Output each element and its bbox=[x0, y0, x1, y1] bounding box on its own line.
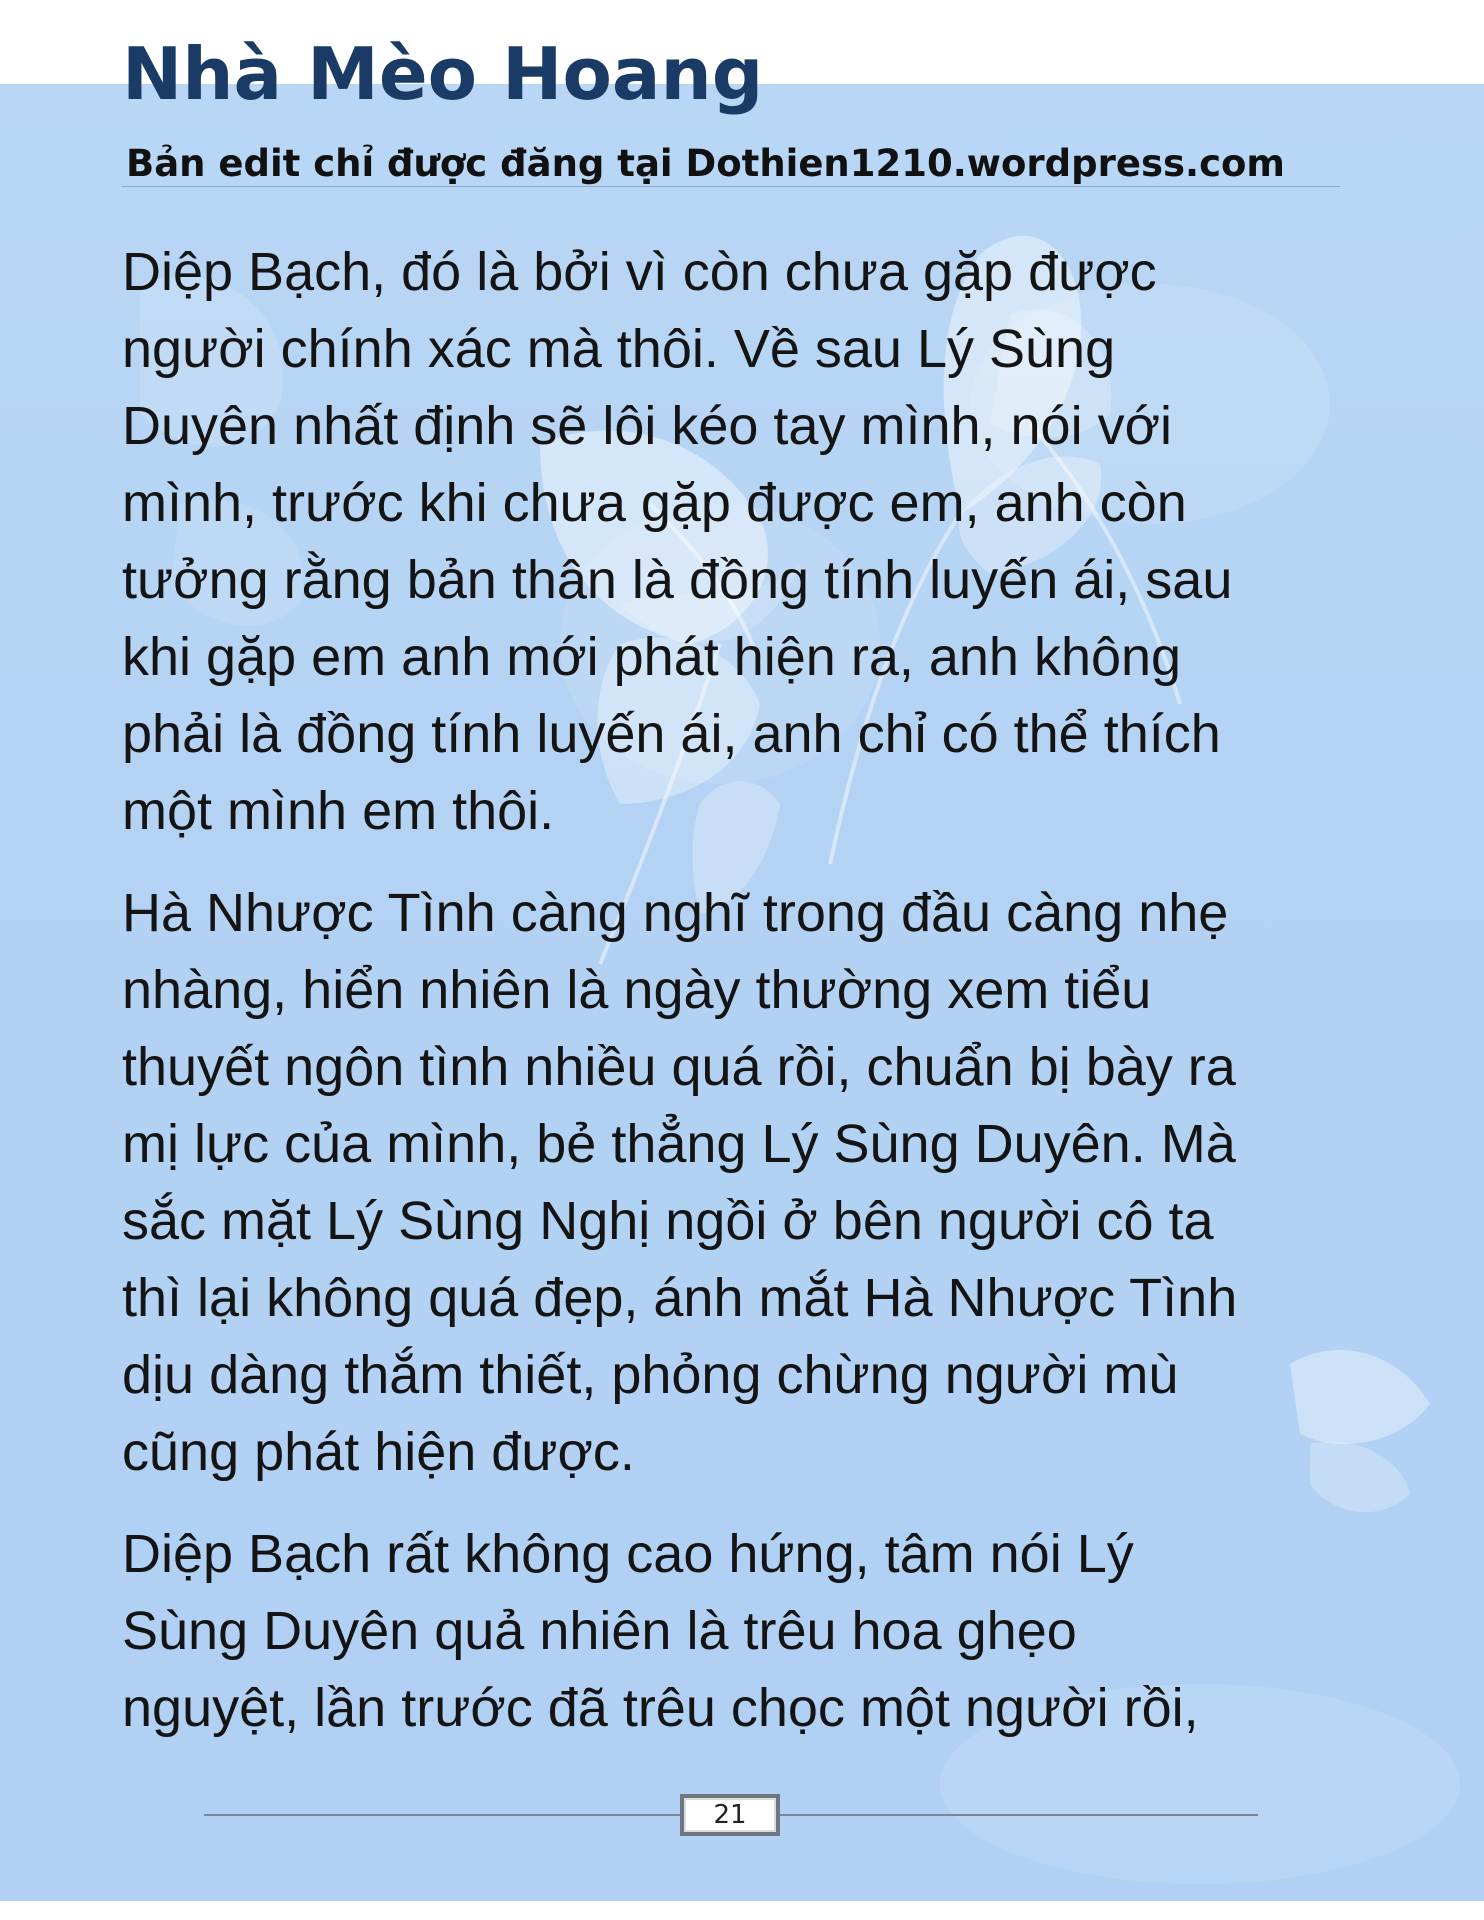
page-number: 21 bbox=[680, 1794, 780, 1836]
paragraph-1 bbox=[122, 234, 1362, 850]
text-line: dịu dàng thắm thiết, phỏng chừng người mù bbox=[122, 1345, 1179, 1405]
footer-divider-left bbox=[204, 1814, 680, 1816]
story-text bbox=[122, 234, 1362, 1772]
text-line: sắc mặt Lý Sùng Nghị ngồi ở bên người cô ta bbox=[122, 1191, 1214, 1251]
header-divider bbox=[122, 186, 1340, 187]
text-line: Diệp Bạch, đó là bởi vì còn chưa gặp được bbox=[122, 242, 1157, 302]
text-line: mình, trước khi chưa gặp được em, anh còn bbox=[122, 473, 1187, 533]
text-line: phải là đồng tính luyến ái, anh chỉ có thể thích bbox=[122, 704, 1221, 764]
text-line: thuyết ngôn tình nhiều quá rồi, chuẩn bị bày ra bbox=[122, 1037, 1236, 1097]
text-line: Sùng Duyên quả nhiên là trêu hoa ghẹo bbox=[122, 1601, 1077, 1661]
text-line: khi gặp em anh mới phát hiện ra, anh không bbox=[122, 627, 1182, 687]
text-line: Hà Nhược Tình càng nghĩ trong đầu càng nhẹ bbox=[122, 883, 1229, 943]
text-line: cũng phát hiện được. bbox=[122, 1422, 635, 1482]
text-line: Diệp Bạch rất không cao hứng, tâm nói Lý bbox=[122, 1524, 1134, 1584]
text-line: Duyên nhất định sẽ lôi kéo tay mình, nói với bbox=[122, 396, 1172, 456]
footer-divider-right bbox=[780, 1814, 1258, 1816]
text-line: tưởng rằng bản thân là đồng tính luyến ái, sau bbox=[122, 550, 1233, 610]
text-line: nhàng, hiển nhiên là ngày thường xem tiểu bbox=[122, 960, 1152, 1020]
page-title: Nhà Mèo Hoang bbox=[122, 32, 764, 116]
paragraph-3 bbox=[122, 1516, 1362, 1747]
text-line: mị lực của mình, bẻ thẳng Lý Sùng Duyên. Mà bbox=[122, 1114, 1236, 1174]
page-subtitle: Bản edit chỉ được đăng tại Dothien1210.wordpress.com bbox=[126, 142, 1285, 185]
paragraph-2 bbox=[122, 875, 1362, 1491]
text-line: nguyệt, lần trước đã trêu chọc một người rồi, bbox=[122, 1678, 1199, 1738]
text-line: người chính xác mà thôi. Về sau Lý Sùng bbox=[122, 319, 1116, 379]
text-line: một mình em thôi. bbox=[122, 781, 555, 841]
text-line: thì lại không quá đẹp, ánh mắt Hà Nhược Tình bbox=[122, 1268, 1238, 1328]
